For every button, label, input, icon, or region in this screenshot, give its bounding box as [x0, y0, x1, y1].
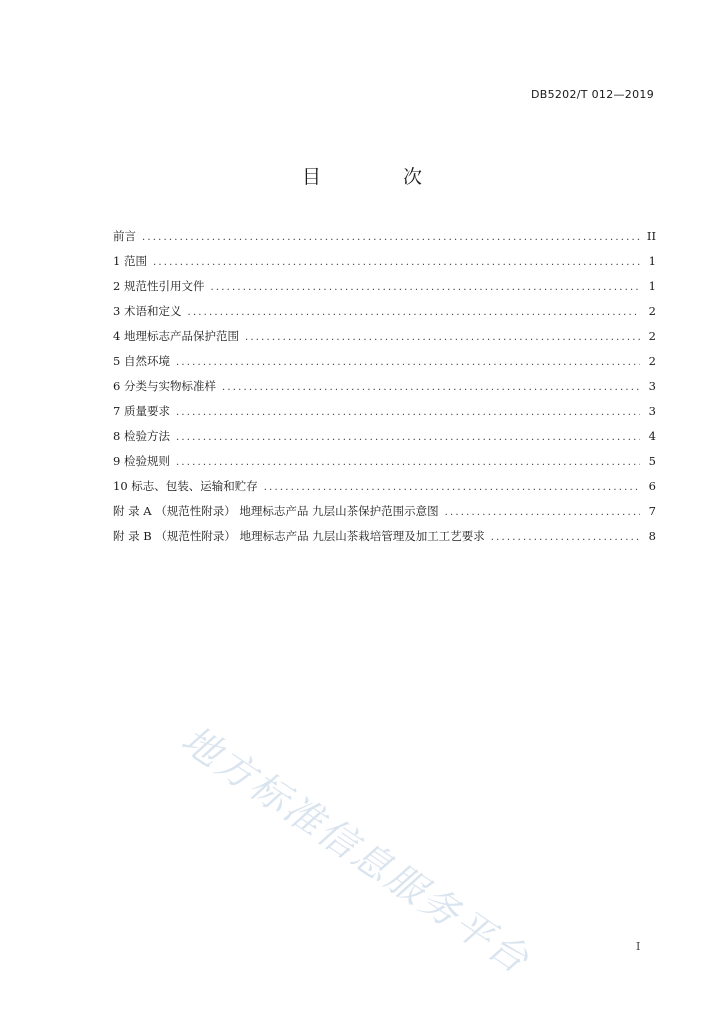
toc-entry-foreword[interactable]: [113, 226, 656, 251]
toc-page-number: 3: [648, 404, 656, 418]
toc-page-number: 7: [648, 504, 656, 518]
toc-leader-dots: [222, 378, 640, 398]
toc-leader-dots: [176, 453, 640, 473]
toc-entry-normative-references[interactable]: [113, 276, 656, 301]
toc-page-number: 1: [648, 279, 656, 293]
toc-leader-dots: [176, 403, 640, 423]
toc-page-number: 5: [648, 454, 656, 468]
toc-leader-dots: [491, 528, 640, 548]
toc-entry-terms-definitions[interactable]: [113, 301, 656, 326]
toc-page-number: 4: [648, 429, 656, 443]
toc-entry-label: 10 标志、包装、运输和贮存: [113, 479, 258, 493]
toc-page-number: 2: [648, 304, 656, 318]
toc-entry-annex-a[interactable]: [113, 501, 656, 526]
toc-leader-dots: [142, 228, 640, 248]
toc-entry-label: 2 规范性引用文件: [113, 279, 205, 293]
toc-leader-dots: [176, 428, 640, 448]
toc-page-number: II: [646, 229, 656, 243]
toc-entry-label: 8 检验方法: [113, 429, 170, 443]
page-number: I: [636, 940, 641, 953]
toc-entry-label: 7 质量要求: [113, 404, 170, 418]
toc-page-number: 6: [648, 479, 656, 493]
page-title: 目 次: [301, 166, 461, 188]
toc-leader-dots: [445, 503, 640, 523]
toc-leader-dots: [153, 253, 640, 273]
toc-entry-label: 3 术语和定义: [113, 304, 182, 318]
toc-entry-label: 5 自然环境: [113, 354, 170, 368]
toc-entry-label: 1 范围: [113, 254, 147, 268]
toc-page-number: 8: [648, 529, 656, 543]
toc-entry-natural-environment[interactable]: [113, 351, 656, 376]
toc-leader-dots: [264, 478, 640, 498]
toc-entry-marking-packaging[interactable]: [113, 476, 656, 501]
toc-entry-inspection-rules[interactable]: [113, 451, 656, 476]
toc-entry-label: 附 录 B （规范性附录） 地理标志产品 九层山茶栽培管理及加工工艺要求: [113, 529, 485, 543]
toc-entry-protection-scope[interactable]: [113, 326, 656, 351]
toc-leader-dots: [176, 353, 640, 373]
toc-entry-test-methods[interactable]: [113, 426, 656, 451]
toc-entry-classification[interactable]: [113, 376, 656, 401]
toc-page-number: 2: [648, 354, 656, 368]
toc-entry-annex-b[interactable]: [113, 526, 656, 551]
standard-code: DB5202/T 012—2019: [530, 88, 654, 101]
toc-leader-dots: [210, 278, 640, 298]
toc-entry-label: 6 分类与实物标准样: [113, 379, 216, 393]
watermark-text: 地方标准信息服务平台: [173, 717, 539, 983]
toc-page-number: 2: [648, 329, 656, 343]
toc-leader-dots: [187, 303, 640, 323]
toc-entry-scope[interactable]: [113, 251, 656, 276]
toc-entry-label: 9 检验规则: [113, 454, 170, 468]
toc-entry-label: 附 录 A （规范性附录） 地理标志产品 九层山茶保护范围示意图: [113, 504, 439, 518]
toc-entry-label: 4 地理标志产品保护范围: [113, 329, 239, 343]
toc-page-number: 1: [648, 254, 656, 268]
table-of-contents: [113, 226, 656, 551]
toc-leader-dots: [245, 328, 640, 348]
toc-entry-label: 前言: [113, 229, 136, 243]
toc-page-number: 3: [648, 379, 656, 393]
toc-entry-quality-requirements[interactable]: [113, 401, 656, 426]
